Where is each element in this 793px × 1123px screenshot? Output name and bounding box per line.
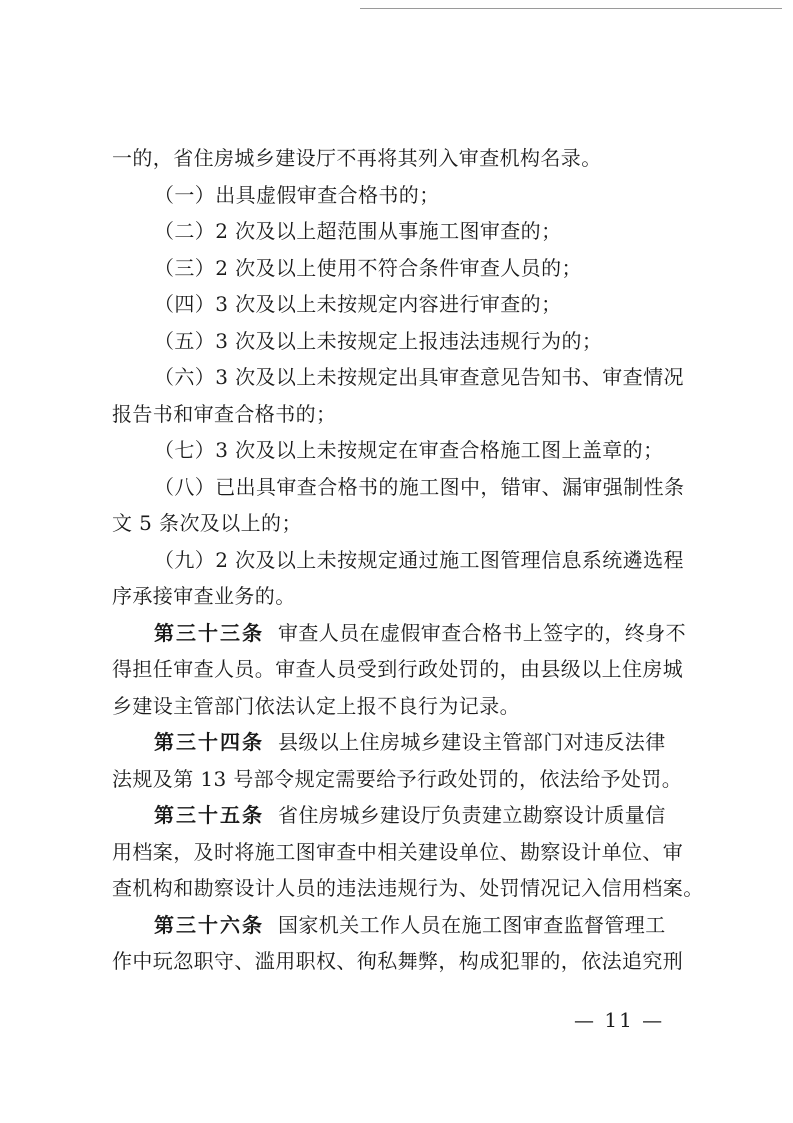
article-36-heading: 第三十六条 [154,912,264,937]
list-item-7: （七）3 次及以上未按规定在审查合格施工图上盖章的； [154,438,664,462]
header-rule [360,8,782,9]
article-35-heading: 第三十五条 [154,803,264,827]
article-35-cont-2: 查机构和勘察设计人员的违法违规行为、处罚情况记入信用档案。 [112,876,704,900]
article-36 [112,907,687,944]
list-item-8-cont: 文 5 条次及以上的； [112,511,302,535]
list-item-6: （六）3 次及以上未按规定出具审查意见告知书、审查情况 [154,365,684,389]
article-36-cont-1: 作中玩忽职守、滥用职权、徇私舞弊，构成犯罪的，依法追究刑 [112,949,684,973]
list-item-3: （三）2 次及以上使用不符合条件审查人员的； [154,255,582,280]
list-item-1: （一）出具虚假审查合格书的； [154,182,440,207]
article-34-text: 县级以上住房城乡建设主管部门对违反法律 [278,730,666,754]
article-35-cont-1: 用档案，及时将施工图审查中相关建设单位、勘察设计单位、审 [112,839,684,864]
list-item-2: （二）2 次及以上超范围从事施工图审查的； [154,219,562,243]
list-item-9: （九）2 次及以上未按规定通过施工图管理信息系统遴选程 [154,547,684,572]
list-item-4: （四）3 次及以上未按规定内容进行审查的； [154,292,562,316]
document-body [112,140,704,980]
article-33 [112,615,687,652]
article-34 [112,724,687,761]
text-line: 一的，省住房城乡建设厅不再将其列入审查机构名录。 [112,146,602,170]
list-item-6-cont: 报告书和审查合格书的； [112,401,337,426]
article-33-cont-2: 乡建设主管部门依法认定上报不良行为记录。 [112,693,520,718]
article-33-text: 审查人员在虚假审查合格书上签字的，终身不 [278,620,686,645]
article-35 [112,797,687,834]
page-number: — 11 — [574,1008,665,1032]
list-item-9-cont: 序承接审查业务的。 [112,584,296,608]
article-33-cont-1: 得担任审查人员。审查人员受到行政处罚的，由县级以上住房城 [112,657,684,681]
article-35-text: 省住房城乡建设厅负责建立勘察设计质量信 [278,803,666,827]
list-item-5: （五）3 次及以上未按规定上报违法违规行为的； [154,328,603,353]
article-33-heading: 第三十三条 [154,620,264,645]
article-34-cont-1: 法规及第 13 号部令规定需要给予行政处罚的，依法给予处罚。 [112,766,683,791]
article-36-text: 国家机关工作人员在施工图审查监督管理工 [278,912,666,937]
article-34-heading: 第三十四条 [154,730,264,754]
list-item-8: （八）已出具审查合格书的施工图中，错审、漏审强制性条 [154,474,685,499]
